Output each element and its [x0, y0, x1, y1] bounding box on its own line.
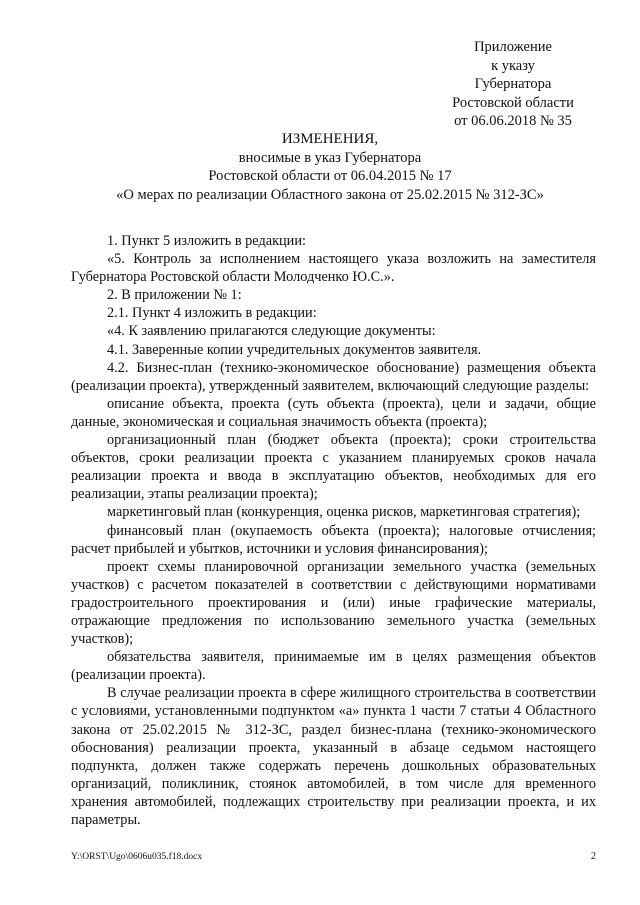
paragraph: 1. Пункт 5 изложить в редакции:	[107, 233, 306, 249]
paragraph: «5. Контроль за исполнением настоящего указа возложить на заместителя Губернатора Ростовской области Молодченко Ю.С.».	[71, 251, 596, 286]
paragraph: В случае реализации проекта в сфере жилищного строительства в соответствии с условиями, установленными подпунктом «а» пункта 1 части 7 статьи 4 Областного закона от 25.02.2015 № 312-ЗС, раздел бизнес-плана (технико-экономического обоснования) реализации проекта, указанный в абзаце седьмом настоящего подпункта, должен также содержать перечень дошкольных образовательных организаций, поликлиник, стоянок автомобилей, в том числе для временного хранения автомобилей, подлежащих строительству при реализации проекта, и их параметры.	[71, 685, 596, 828]
paragraph: обязательства заявителя, принимаемые им в целях размещения объектов (реализации проекта).	[71, 649, 596, 684]
paragraph: 2. В приложении № 1:	[107, 287, 242, 304]
paragraph: организационный план (бюджет объекта (проекта); сроки строительства объектов, сроки реализации проекта с указанием планируемых сроков начала реализации проекта и ввода в эксплуатацию объектов, необходимых для его реализации, этапы реализации проекта);	[71, 432, 596, 503]
paragraph: маркетинговый план (конкуренция, оценка рисков, маркетинговая стратегия);	[107, 504, 581, 521]
attachment-line: Приложение	[474, 39, 552, 55]
paragraph: 4.2. Бизнес-план (технико-экономическое обоснование) размещения объекта (реализации проекта), утвержденный заявителем, включающий следующие разделы:	[71, 359, 596, 394]
paragraph: финансовый план (окупаемость объекта (проекта); налоговые отчисления; расчет прибылей и убытков, источники и условия финансирования);	[71, 522, 596, 557]
attachment-line: к указу	[491, 57, 535, 74]
paragraph: 2.1. Пункт 4 изложить в редакции:	[107, 305, 317, 322]
paragraph: описание объекта, проекта (суть объекта (проекта), цели и задачи, общие данные, экономическая и социальная значимость объекта (проекта);	[71, 395, 596, 430]
title-line: Ростовской области от 06.04.2015 № 17	[208, 168, 452, 185]
title-heading: ИЗМЕНЕНИЯ,	[281, 131, 379, 147]
attachment-line: Ростовской области	[452, 94, 574, 111]
attachment-note	[418, 38, 608, 131]
document-title	[60, 130, 600, 204]
paragraph: 4.1. Заверенные копии учредительных документов заявителя.	[107, 341, 482, 358]
footer-file-path: Y:\ORST\Ugo\0606u035.f18.docx	[71, 852, 203, 862]
attachment-line: Губернатора	[474, 76, 552, 92]
attachment-line: от 06.06.2018 № 35	[454, 113, 572, 129]
title-line: «О мерах по реализации Областного закона от 25.02.2015 № 312-ЗС»	[116, 186, 544, 203]
title-line: вносимые в указ Губернатора	[238, 149, 422, 166]
paragraph: проект схемы планировочной организации земельного участка (земельных участков) с расчетом показателей в соответствии с действующими нормативами градостроительного проектирования и (или) иные графические материалы, отражающие предложения по использованию земельного участка (земельных участков);	[71, 558, 596, 648]
page-number: 2	[591, 851, 596, 862]
document-body	[71, 232, 596, 829]
paragraph: «4. К заявлению прилагаются следующие документы:	[107, 323, 436, 340]
